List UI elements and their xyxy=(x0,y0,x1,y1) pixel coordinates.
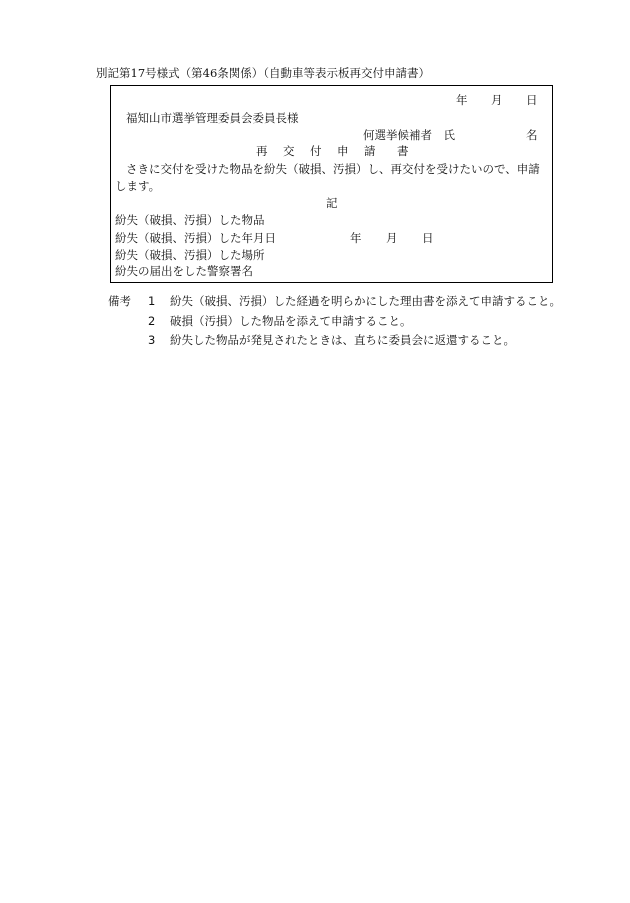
remark-number: 3 xyxy=(148,333,156,347)
doc-title-char: 書 xyxy=(397,144,409,158)
body-text-line-1: さきに交付を受けた物品を紛失（破損、汚損）し、再交付を受けたいので、申請 xyxy=(126,162,540,176)
remark-text: 破損（汚損）した物品を添えて申請すること。 xyxy=(170,314,412,328)
form-title: 別記第17号様式（第46条関係）（自動車等表示板再交付申請書） xyxy=(96,66,431,80)
lost-place-label: 紛失（破損、汚損）した場所 xyxy=(115,248,265,262)
remark-text: 紛失（破損、汚損）した経過を明らかにした理由書を添えて申請すること。 xyxy=(170,294,561,308)
police-report-label: 紛失の届出をした警察署名 xyxy=(115,264,253,278)
doc-title-char: 再 xyxy=(256,144,268,158)
lost-date-day: 日 xyxy=(422,231,434,245)
addressee: 福知山市選挙管理委員会委員長様 xyxy=(126,111,299,125)
doc-title-char: 請 xyxy=(364,144,376,158)
date-day-label: 日 xyxy=(526,93,538,107)
remark-number: 2 xyxy=(148,314,156,328)
ki-heading: 記 xyxy=(326,196,338,210)
remark-text: 紛失した物品が発見されたときは、直ちに委員会に返還すること。 xyxy=(170,333,515,347)
lost-date-label: 紛失（破損、汚損）した年月日 xyxy=(115,231,276,245)
remark-number: 1 xyxy=(148,294,156,308)
lost-date-year: 年 xyxy=(350,231,362,245)
doc-title-char: 申 xyxy=(337,144,349,158)
doc-title-char: 付 xyxy=(310,144,322,158)
lost-date-month: 月 xyxy=(386,231,398,245)
date-month-label: 月 xyxy=(491,93,503,107)
lost-item-label: 紛失（破損、汚損）した物品 xyxy=(115,213,265,227)
date-year-label: 年 xyxy=(456,93,468,107)
doc-title-char: 交 xyxy=(283,144,295,158)
applicant-name-suffix: 名 xyxy=(526,128,538,142)
remarks-label: 備考 xyxy=(108,294,131,308)
applicant-label: 何選挙候補者 氏 xyxy=(363,128,455,142)
body-text-line-2: します。 xyxy=(115,179,161,193)
